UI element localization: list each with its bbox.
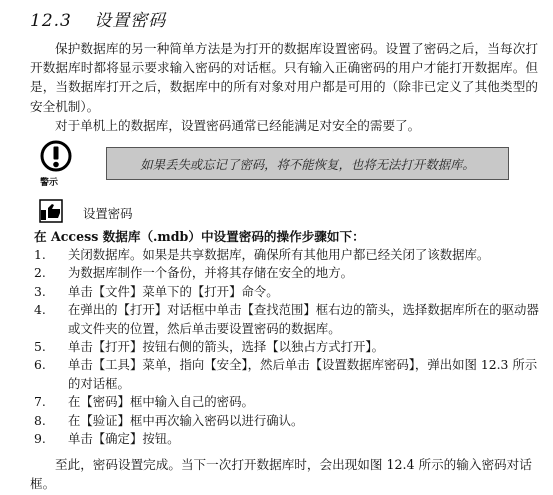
step-number: 6.: [34, 357, 46, 373]
step-text: 关闭数据库。如果是共享数据库，确保所有其他用户都已经关闭了该数据库。: [68, 247, 490, 262]
step-text: 单击【打开】按钮右侧的箭头，选择【以独占方式打开】。: [68, 339, 384, 355]
warning-text: 如果丢失或忘记了密码，将不能恢复，也将无法打开数据库。: [140, 156, 475, 172]
step-item: [34, 356, 544, 393]
step-item: [34, 264, 544, 282]
step-number: 3.: [34, 283, 46, 299]
step-number: 7.: [34, 394, 46, 410]
paragraph-single-machine: 对于单机上的数据库，设置密码通常已经能满足对安全的需要了。: [55, 118, 421, 133]
step-text: 在【验证】框中再次输入密码以进行确认。: [68, 412, 304, 428]
step-item: [34, 301, 544, 338]
step-text: 为数据库制作一个备份，并将其存储在安全的地方。: [68, 265, 353, 281]
step-text: 单击【文件】菜单下的【打开】命令。: [68, 283, 279, 299]
hand-pointing-icon: [38, 198, 64, 224]
step-item: [34, 283, 544, 301]
step-number: 9.: [34, 431, 46, 447]
section-title: 设置密码: [94, 11, 167, 31]
step-text: 单击【工具】菜单，指向【安全】，然后单击【设置数据库密码】，弹出如图 12.3 所示的对话框。: [68, 357, 538, 391]
step-item: [34, 246, 544, 264]
step-number: 8.: [34, 412, 46, 428]
step-text: 单击【确定】按钮。: [68, 431, 180, 447]
step-item: [34, 338, 544, 356]
step-item: [34, 412, 544, 430]
paragraph-closing: 至此，密码设置完成。当下一次打开数据库时，会出现如图 12.4 所示的输入密码对话框。: [30, 457, 532, 492]
procedure-label: 设置密码: [83, 206, 133, 221]
step-number: 4.: [34, 302, 46, 318]
step-item: [34, 393, 544, 411]
section-number: 12.3: [30, 11, 72, 31]
step-text: 在【密码】框中输入自己的密码。: [68, 394, 254, 410]
step-item: [34, 430, 544, 448]
step-number: 1.: [34, 247, 46, 262]
step-number: 2.: [34, 265, 46, 281]
section-heading: [30, 6, 166, 31]
procedure-heading: 在 Access 数据库（.mdb）中设置密码的操作步骤如下：: [34, 229, 365, 244]
paragraph-intro: 保护数据库的另一种简单方法是为打开的数据库设置密码。设置了密码之后，当每次打开数据库时都将显示要求输入密码的对话框。只有输入正确密码的用户才能打开数据库。但是，当数据库打开之后，数据库中的所有对象对用户都是可用的（除非已定义了其他类型的安全机制）。: [30, 41, 538, 114]
step-text: 在弹出的【打开】对话框中单击【查找范围】框右边的箭头，选择数据库所在的驱动器或文件夹的位置，然后单击要设置密码的数据库。: [68, 302, 539, 336]
warning-label: 警示: [40, 178, 59, 188]
exclamation-circle-icon: [40, 140, 72, 172]
warning-box: [106, 147, 509, 180]
step-number: 5.: [34, 339, 46, 355]
procedure-steps: [34, 246, 544, 448]
